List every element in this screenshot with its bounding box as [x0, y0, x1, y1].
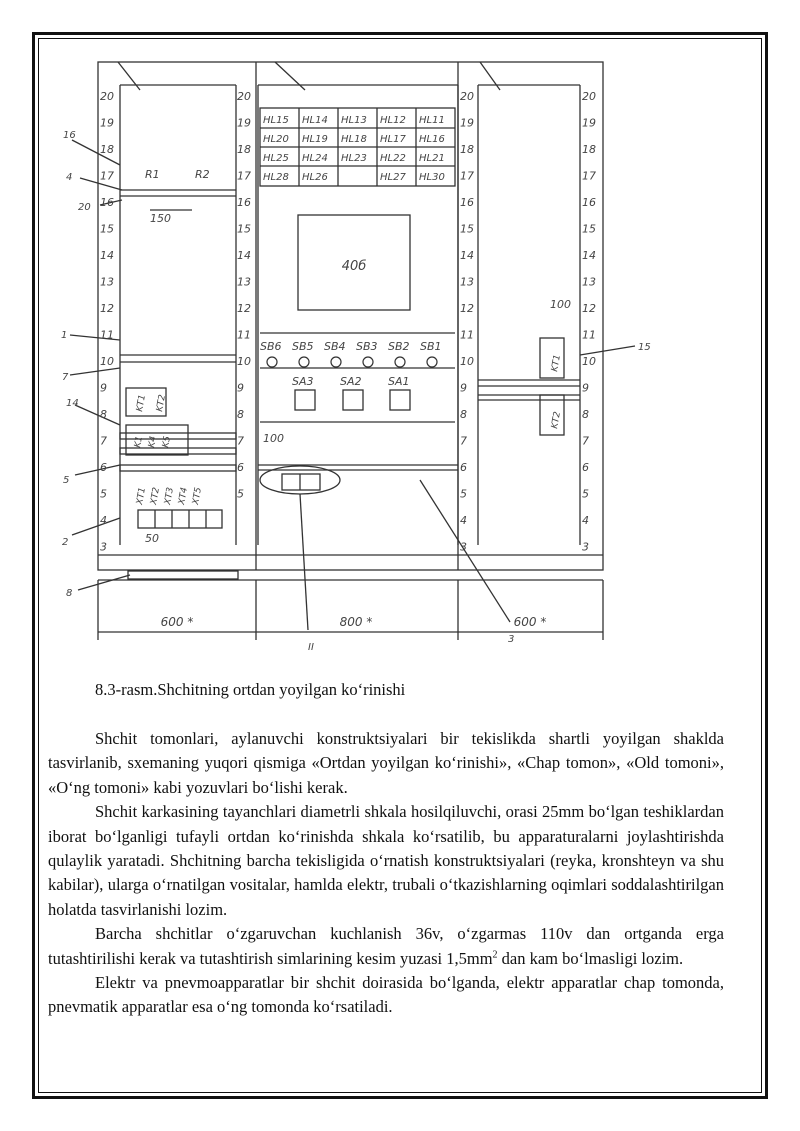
paragraph-4: Elektr va pnevmoapparatlar bir shchit doirasida bo‘lganda, elektr apparatlar chap tomonda, pnevmatik apparatlar esa o‘ng tomonda ko‘rsatiladi.	[48, 973, 724, 1017]
scale-number-right-inner: 9	[460, 381, 467, 395]
dimension-50: 50	[145, 532, 159, 545]
callout-label: 14	[66, 398, 79, 409]
scale-number-mid-left: 20	[237, 90, 251, 103]
callout-label: 20	[78, 202, 91, 213]
scale-number-mid-left: 10	[237, 355, 251, 368]
scale-number-right: 11	[582, 328, 596, 342]
paragraph-1: Shchit tomonlari, aylanuvchi konstruktsiyalari bir tekislikda shartli yoyilgan shaklda tasvirlanib, sxemaning yuqori qismiga «Ortdan yoyilgan ko‘rinishi», «Chap tomon», «Old tomoni», «O‘ng tomoni» kabi yozuvlari bo‘lishi kerak.	[48, 729, 724, 797]
scale-number-right-inner: 8	[460, 408, 467, 421]
scale-number-right: 18	[582, 143, 596, 156]
scale-number-right: 8	[582, 408, 589, 421]
scale-number-right-inner: 7	[460, 434, 467, 448]
scale-number-mid-left: 13	[237, 275, 251, 289]
scale-number-right-inner: 15	[460, 222, 474, 236]
scale-number-right: 14	[582, 249, 596, 262]
scale-number-left: 12	[100, 302, 114, 315]
paragraph-3-a: Barcha shchitlar o‘zgaruvchan kuchlanish 36v, o‘zgarmas 110v dan ortganda erga tutashtirilishi kerak va tutashtirish simlarining kesim yuzasi 1,5mm	[48, 924, 724, 968]
button-label: SB3	[356, 340, 378, 353]
terminal-label: XT4	[177, 486, 190, 506]
left-relay-label: K1	[133, 435, 145, 449]
scale-number-right-inner: 6	[460, 461, 467, 474]
lamp-label: HL17	[380, 134, 406, 145]
scale-number-right-inner: 3	[460, 540, 467, 554]
terminal-label: XT1	[135, 486, 148, 506]
scale-number-right-inner: 12	[460, 302, 474, 315]
scale-number-right: 3	[582, 540, 589, 554]
scale-number-mid-left: 17	[237, 169, 251, 183]
lamp-label: HL30	[419, 172, 445, 183]
scale-number-left: 17	[100, 169, 114, 183]
lamp-label: HL28	[263, 172, 289, 183]
switch-label: SA1	[388, 375, 410, 388]
lamp-label: HL12	[380, 115, 406, 126]
lamp-label: HL21	[419, 153, 445, 164]
scale-number-left: 19	[100, 116, 114, 130]
scale-number-right: 19	[582, 116, 596, 130]
lamp-label: HL22	[380, 153, 406, 164]
scale-number-left: 13	[100, 275, 114, 289]
lamp-label: HL26	[302, 172, 328, 183]
callout-label: 3	[508, 634, 515, 645]
scale-number-right: 10	[582, 355, 596, 368]
left-relay-label: K4	[147, 435, 159, 449]
callout-label: II	[308, 642, 314, 653]
figure-caption: 8.3-rasm.Shchitning ortdan yoyilgan ko‘rinishi	[95, 680, 406, 699]
left-small-label: KT2	[155, 393, 168, 413]
terminal-label: XT3	[163, 486, 176, 506]
panel-rear-view-drawing	[60, 50, 740, 660]
body-text	[48, 727, 724, 1020]
scale-number-mid-left: 16	[237, 196, 251, 209]
callout-label: 1	[61, 330, 68, 341]
button-circle	[427, 357, 437, 367]
callout-label: 8	[66, 588, 73, 599]
scale-number-right-inner: 11	[460, 328, 474, 342]
button-label: SB2	[388, 340, 410, 353]
dimension-100-mid: 100	[263, 432, 284, 445]
scale-number-right-inner: 10	[460, 355, 474, 368]
button-label: SB6	[260, 340, 282, 353]
callout-label: 5	[63, 475, 70, 486]
lamp-label: HL24	[302, 153, 328, 164]
right-relay-label: KT1	[550, 353, 563, 373]
paragraph-3-b: dan kam bo‘lmasligi lozim.	[497, 948, 684, 968]
scale-number-right: 20	[582, 90, 596, 103]
scale-number-left: 15	[100, 222, 114, 236]
left-relay-label: K5	[161, 435, 173, 449]
button-label: SB4	[324, 340, 346, 353]
dimension-mid: 800 *	[339, 615, 373, 629]
lamp-label: HL19	[302, 134, 328, 145]
button-circle	[299, 357, 309, 367]
button-circle	[267, 357, 277, 367]
scale-number-right-inner: 13	[460, 275, 474, 289]
scale-number-left: 4	[100, 514, 107, 527]
scale-number-right: 6	[582, 461, 589, 474]
scale-number-right-inner: 19	[460, 116, 474, 130]
scale-number-left: 10	[100, 355, 114, 368]
terminal-label: XT2	[149, 486, 162, 506]
callout-label: 4	[66, 172, 73, 183]
button-circle	[331, 357, 341, 367]
lamp-label: HL14	[302, 115, 328, 126]
lamp-label: HL20	[263, 134, 289, 145]
scale-number-left: 20	[100, 90, 114, 103]
center-device-label: 40б	[341, 259, 367, 274]
dimension-150: 150	[150, 212, 171, 225]
scale-number-mid-left: 12	[237, 302, 251, 315]
scale-number-right: 15	[582, 222, 596, 236]
callout-label: 15	[638, 342, 651, 353]
callout-label: 2	[62, 537, 69, 548]
button-label: SB1	[420, 340, 442, 353]
scale-number-left: 8	[100, 408, 107, 421]
resistor-label: R1	[145, 168, 160, 181]
switch-label: SA2	[340, 375, 362, 388]
left-small-label: KT1	[135, 393, 148, 413]
lamp-label: HL25	[263, 153, 289, 164]
scale-number-right: 17	[582, 169, 596, 183]
scale-number-right: 12	[582, 302, 596, 315]
paragraph-2: Shchit karkasining tayanchlari diametrli shkala hosilqiluvchi, orasi 25mm bo‘lgan teshiklardan iborat bo‘lganligi tufayli ortdan ko‘rinishda shkala ko‘rsatilib, bu apparaturalarni joylashtirishda qulaylik yaratadi. Shchitning barcha tekisligida o‘rnatish konstruktsiyalari (reyka, kronshteyn va shu kabilar), ularga o‘rnatilgan vositalar, hamlda elektr, trubali o‘tkazishlarning oqimlari soddalashtirilgan holatda tasvirlanishi lozim.	[48, 802, 724, 919]
lamp-label: HL13	[341, 115, 367, 126]
scale-number-right: 7	[582, 434, 589, 448]
lamp-label: HL15	[263, 115, 289, 126]
button-label: SB5	[292, 340, 314, 353]
dimension-right: 600 *	[513, 615, 547, 629]
scale-number-right: 5	[582, 487, 589, 501]
terminal-label: XT5	[191, 486, 204, 506]
scale-number-right-inner: 16	[460, 196, 474, 209]
scale-number-left: 5	[100, 487, 107, 501]
scale-number-right: 4	[582, 514, 589, 527]
resistor-label: R2	[195, 168, 210, 181]
lamp-label: HL16	[419, 134, 445, 145]
scale-number-mid-left: 19	[237, 116, 251, 130]
switch-label: SA3	[292, 375, 314, 388]
scale-number-right: 16	[582, 196, 596, 209]
scale-number-right-inner: 18	[460, 143, 474, 156]
paragraph-3	[48, 922, 724, 971]
scale-number-left: 6	[100, 461, 107, 474]
scale-number-left: 18	[100, 143, 114, 156]
scale-number-left: 3	[100, 540, 107, 554]
scale-number-right-inner: 14	[460, 249, 474, 262]
scale-number-right: 9	[582, 381, 589, 395]
scale-number-left: 9	[100, 381, 107, 395]
scale-number-mid-left: 6	[237, 461, 244, 474]
scale-number-mid-left: 11	[237, 328, 251, 342]
dimension-100-right: 100	[550, 298, 571, 311]
scale-number-right-inner: 17	[460, 169, 474, 183]
scale-number-left: 14	[100, 249, 114, 262]
callout-label: 16	[63, 130, 76, 141]
scale-number-left: 7	[100, 434, 107, 448]
scale-number-left: 16	[100, 196, 114, 209]
scale-number-mid-left: 18	[237, 143, 251, 156]
scale-number-mid-left: 5	[237, 487, 244, 501]
scale-number-right-inner: 20	[460, 90, 474, 103]
lamp-label: HL23	[341, 153, 367, 164]
scale-number-mid-left: 9	[237, 381, 244, 395]
scale-number-right-inner: 4	[460, 514, 467, 527]
scale-number-mid-left: 14	[237, 249, 251, 262]
lamp-label: HL11	[419, 115, 445, 126]
right-relay-label: KT2	[550, 410, 563, 430]
lamp-label: HL18	[341, 134, 367, 145]
superscript-2: 2	[492, 949, 498, 961]
dimension-left: 600 *	[160, 615, 194, 629]
scale-number-left: 11	[100, 328, 114, 342]
callout-label: 7	[62, 372, 69, 383]
scale-number-right-inner: 5	[460, 487, 467, 501]
button-circle	[363, 357, 373, 367]
scale-number-mid-left: 8	[237, 408, 244, 421]
scale-number-right: 13	[582, 275, 596, 289]
lamp-label: HL27	[380, 172, 406, 183]
scale-number-mid-left: 15	[237, 222, 251, 236]
scale-number-mid-left: 7	[237, 434, 244, 448]
button-circle	[395, 357, 405, 367]
